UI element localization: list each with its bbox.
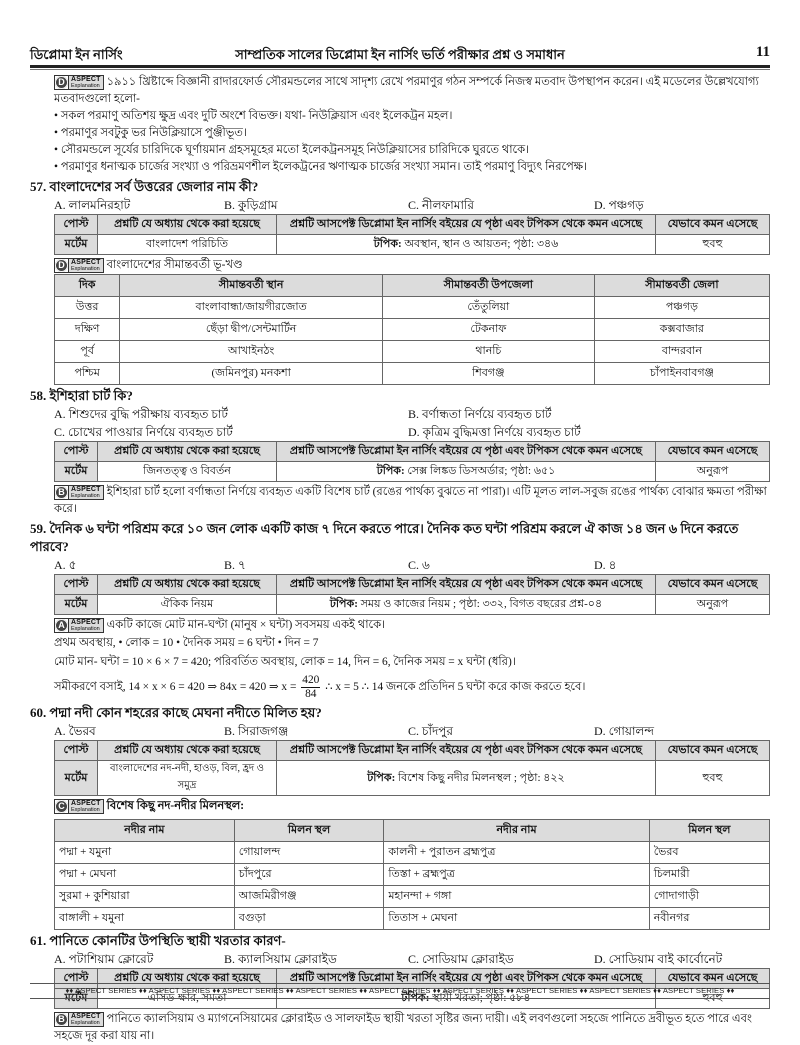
book-title: ডিপ্লোমা ইন নার্সিং xyxy=(30,47,123,62)
option-d: D. সোডিয়াম বাই কার্বোনেট xyxy=(594,952,723,966)
postmortem-table: পোস্ট প্রশ্নটি যে অধ্যায় থেকে করা হয়েছে প্রশ্নটি আসপেক্ট ডিপ্লোমা ইন নার্সিং বইয়ের যে পৃষ্ঠা এবং টপিকস থেকে কমন এসেছে যেভাবে কমন এসেছে মর্টেম জিনতত্ত্ব ও বিবর্তন টপিক: সেক্স লিঙ্কড ডিসঅর্ডার; পৃষ্ঠা: ৬৫১ অনুরূপ xyxy=(54,441,770,482)
table-row: পশ্চিম (জমিনপুর) মনকশা শিবগঞ্জ চাঁপাইনবাবগঞ্জ xyxy=(55,363,770,385)
option-d: D. ৪ xyxy=(594,558,617,572)
option-c: C. নীলফামারি xyxy=(408,198,474,212)
option-b: B. কুড়িগ্রাম xyxy=(224,198,278,212)
chapter-cell: জিনতত্ত্ব ও বিবর্তন xyxy=(98,462,277,482)
fraction: $\frac{420}{84}$ xyxy=(302,673,320,700)
topic-cell: টপিক: অবস্থান, স্থান ও আয়তন; পৃষ্ঠা: ৩৪৬ xyxy=(277,235,656,255)
option-c: C. চাঁদপুর xyxy=(408,724,454,738)
answer-letter-icon: B xyxy=(55,486,68,499)
bullet-item: • সকল পরমাণু অতিশয় ক্ষুদ্র এবং দুটি অংশে বিভক্ত। যথা- নিউক্লিয়াস এবং ইলেকট্রন মহল। xyxy=(54,108,770,125)
table-row: পূর্ব আখাইনঠং থানচি বান্দরবান xyxy=(55,341,770,363)
chapter-title: সাম্প্রতিক সালের ডিপ্লোমা ইন নার্সিং ভর্তি পরীক্ষার প্রশ্ন ও সমাধান xyxy=(235,47,565,62)
aspect-explanation-badge: D ASPECT Explanation xyxy=(54,75,104,90)
option-b: B. বর্ণান্ধতা নির্ণয়ে ব্যবহৃত চার্ট xyxy=(408,407,552,421)
postmortem-table: পোস্ট প্রশ্নটি যে অধ্যায় থেকে করা হয়েছে প্রশ্নটি আসপেক্ট ডিপ্লোমা ইন নার্সিং বইয়ের যে পৃষ্ঠা এবং টপিকস থেকে কমন এসেছে যেভাবে কমন এসেছে মর্টেম বাংলাদেশ পরিচিতি টপিক: অবস্থান, স্থান ও আয়তন; পৃষ্ঠা: ৩৪৬ হুবহু xyxy=(54,214,770,255)
table-row: দক্ষিণ ছেঁড়া দ্বীপ/সেন্টমার্টিন টেকনাফ কক্সবাজার xyxy=(55,319,770,341)
answer-letter-icon: C xyxy=(55,800,68,813)
bullet-item: • পরমাণুর সবটুকু ভর নিউক্লিয়াসে পুঞ্জীভূত। xyxy=(54,125,770,142)
question-60: 60. পদ্মা নদী কোন শহরের কাছে মেঘনা নদীতে মিলিত হয়? xyxy=(30,705,322,720)
common-type-cell: অনুরূপ xyxy=(656,595,770,615)
explanation-59 xyxy=(54,617,770,634)
option-d: D. গোয়ালন্দ xyxy=(594,724,654,738)
question-59: 59. দৈনিক ৬ ঘন্টা পরিশ্রম করে ১০ জন লোক একটি কাজ ৭ দিনে করতে পারে। দৈনিক কত ঘন্টা পরিশ্রম করলে ঐ কাজ ১৪ জন ৬ দিনে করতে পারবে? xyxy=(30,521,739,554)
question-58: 58. ইশিহারা চার্ট কি? xyxy=(30,388,133,403)
page-footer: ♦♦ ASPECT SERIES ♦♦ ASPECT SERIES ♦♦ ASPECT SERIES ♦♦ ASPECT SERIES ♦♦ ASPECT SERIES ♦♦ ASPECT SERIES ♦♦ ASPECT SERIES ♦♦ ASPECT SERIES ♦♦ ASPECT SERIES ♦♦ xyxy=(30,983,770,999)
explanation-61 xyxy=(54,1011,770,1045)
topic-cell: টপিক: স্থায়ী খরতা; পৃষ্ঠা: ৫৮৪ xyxy=(277,989,656,1009)
topic-cell: টপিক: সময় ও কাজের নিয়ম ; পৃষ্ঠা: ৩৩২, বিগত বছরের প্রশ্ন-০৪ xyxy=(277,595,656,615)
option-c: C. চোখের পাওয়ার নির্ণয়ে ব্যবহৃত চার্ট xyxy=(54,425,233,439)
question-text: দৈনিক ৬ ঘন্টা পরিশ্রম করে ১০ জন লোক একটি কাজ ৭ দিনে করতে পারে। দৈনিক কত ঘন্টা পরিশ্রম করলে ঐ কাজ ১৪ জন ৬ দিনে করতে পারবে? xyxy=(30,521,739,554)
header-divider-thin xyxy=(30,69,770,70)
explanation-text: ইশিহারা চার্ট হলো বর্ণান্ধতা নির্ণয়ে ব্যবহৃত একটি বিশেষ চার্ট (রঙের পার্থক্য বুঝতে না পারা)। এটি মূলত লাল-সবুজ রঙের পার্থক্য বোঝার ক্ষমতা পরীক্ষা করে। xyxy=(54,486,767,515)
option-a: A. লালমনিরহাট xyxy=(54,198,131,212)
question-61: 61. পানিতে কোনটির উপস্থিতি স্থায়ী খরতার কারণ- xyxy=(30,933,286,948)
postmortem-table: পোস্ট প্রশ্নটি যে অধ্যায় থেকে করা হয়েছে প্রশ্নটি আসপেক্ট ডিপ্লোমা ইন নার্সিং বইয়ের যে পৃষ্ঠা এবং টপিকস থেকে কমন এসেছে যেভাবে কমন এসেছে মর্টেম ঐকিক নিয়ম টপিক: সময় ও কাজের নিয়ম ; পৃষ্ঠা: ৩৩২, বিগত বছরের প্রশ্ন-০৪ অনুরূপ xyxy=(54,574,770,615)
topic-cell: টপিক: সেক্স লিঙ্কড ডিসঅর্ডার; পৃষ্ঠা: ৬৫১ xyxy=(277,462,656,482)
option-a: A. পটাশিয়াম ক্লোরেট xyxy=(54,952,154,966)
common-type-cell: অনুরূপ xyxy=(656,462,770,482)
aspect-explanation-badge: B ASPECT Explanation xyxy=(54,1012,104,1027)
options-58 xyxy=(54,405,770,441)
topic-cell: টপিক: বিশেষ কিছু নদীর মিলনস্থল ; পৃষ্ঠা: ৪২২ xyxy=(277,761,656,796)
explanation-text: ১৯১১ খ্রিষ্টাব্দে বিজ্ঞানী রাদারফোর্ড সৌরমন্ডলের সাথে সাদৃশ্য রেখে পরমাণুর গঠন সম্পর্কে নিজস্ব মতবাদ উপস্থাপন করেন। এই মডেলের উল্লেখযোগ্য মতবাদগুলো হলো- xyxy=(54,76,759,105)
postmortem-table: পোস্ট প্রশ্নটি যে অধ্যায় থেকে করা হয়েছে প্রশ্নটি আসপেক্ট ডিপ্লোমা ইন নার্সিং বইয়ের যে পৃষ্ঠা এবং টপিকস থেকে কমন এসেছে যেভাবে কমন এসেছে মর্টেম বাংলাদেশের নদ-নদী, হাওড়, বিল, হ্রদ ও সমুদ্র টপিক: বিশেষ কিছু নদীর মিলনস্থল ; পৃষ্ঠা: ৪২২ হুবহু xyxy=(54,740,770,796)
options-57 xyxy=(54,196,770,214)
option-a: A. ভৈরব xyxy=(54,724,96,738)
answer-letter-icon: D xyxy=(55,76,68,89)
answer-letter-icon: A xyxy=(55,619,68,632)
option-a: A. ৫ xyxy=(54,558,77,572)
common-type-cell: হুবহু xyxy=(656,989,770,1009)
solution-line: সমীকরণে বসাই, 14 × x × 6 = 420 ⇒ 84x = 420 ⇒ x = $\frac{420}{84}$ ∴ x = 5 ∴ 14 জনকে প্রতিদিন 5 ঘন্টা করে কাজ করতে হবে। xyxy=(54,673,586,700)
options-60 xyxy=(54,722,770,740)
page-number: 11 xyxy=(755,44,770,60)
chapter-cell: এসিড-ক্ষার, সমতা xyxy=(98,989,277,1009)
answer-letter-icon: D xyxy=(55,259,68,272)
answer-letter-icon: B xyxy=(55,1013,68,1026)
table-row: সুরমা + কুশিয়ারা আজমিরীগঞ্জ মহানন্দা + গঙ্গা গোদাগাড়ী xyxy=(55,886,770,908)
options-61 xyxy=(54,950,770,968)
solution-line: প্রথম অবস্থায়, • লোক = 10 • দৈনিক সময় = 6 ঘন্টা • দিন = 7 xyxy=(54,637,319,649)
option-d: D. কৃত্রিম বুদ্ধিমত্তা নির্ণয়ে ব্যবহৃত চার্ট xyxy=(408,425,581,439)
border-table: দিক সীমান্তবর্তী স্থান সীমান্তবর্তী উপজেলা সীমান্তবর্তী জেলা উত্তর বাংলাবান্ধা/জায়গীরজোত তেঁতুলিয়া পঞ্চগড় দক্ষিণ ছেঁড়া দ্বীপ/সেন্টমার্টিন টেকনাফ কক্সবাজার পূর্ব আখাইনঠং থানচি বান্দরবান পশ্চিম (জমিনপুর) মনকশা শিবগঞ্জ চাঁপাইনবাবগঞ্জ xyxy=(54,274,770,385)
question-57: 57. বাংলাদেশের সর্ব উত্তরের জেলার নাম কী? xyxy=(30,179,259,194)
chapter-cell: বাংলাদেশের নদ-নদী, হাওড়, বিল, হ্রদ ও সমুদ্র xyxy=(98,761,277,796)
table-row: উত্তর বাংলাবান্ধা/জায়গীরজোত তেঁতুলিয়া পঞ্চগড় xyxy=(55,297,770,319)
explanation-text: পানিতে ক্যালসিয়াম ও ম্যাগনেসিয়ামের ক্লোরাইড ও সালফাইড স্থায়ী খরতা সৃষ্টির জন্য দায়ী। এই লবণগুলো সহজে পানিতে দ্রবীভূত হতে পারে এবং সহজে দূর করা যায় না। xyxy=(54,1013,752,1042)
explanation-57 xyxy=(54,257,770,274)
explanation-58 xyxy=(54,484,770,518)
page-content xyxy=(30,72,770,1045)
option-d: D. পঞ্চগড় xyxy=(594,198,644,212)
option-b: B. ক্যালসিয়াম ক্লোরাইড xyxy=(224,952,337,966)
question-text: বাংলাদেশের সর্ব উত্তরের জেলার নাম কী? xyxy=(49,179,259,194)
option-c: C. ৬ xyxy=(408,558,430,572)
aspect-explanation-badge: A ASPECT Explanation xyxy=(54,618,104,633)
option-a: A. শিশুদের বুদ্ধি পরীক্ষায় ব্যবহৃত চার্ট xyxy=(54,407,228,421)
chapter-cell: বাংলাদেশ পরিচিতি xyxy=(98,235,277,255)
question-text: পদ্মা নদী কোন শহরের কাছে মেঘনা নদীতে মিলিত হয়? xyxy=(49,705,322,720)
bullet-item: • সৌরমন্ডলে সূর্যের চারিদিকে ঘূর্ণায়মান গ্রহসমূহের মতো ইলেকট্রনসমূহ নিউক্লিয়াসের চারিদিকে ঘুরতে থাকে। xyxy=(54,142,770,159)
table-row: পদ্মা + মেঘনা চাঁদপুরে তিস্তা + ব্রহ্মপুত্র চিলমারী xyxy=(55,864,770,886)
aspect-explanation-badge: B ASPECT Explanation xyxy=(54,485,104,500)
explanation-previous xyxy=(54,74,770,108)
page-header xyxy=(30,44,770,66)
aspect-explanation-badge: C ASPECT Explanation xyxy=(54,799,104,814)
explanation-text: বিশেষ কিছু নদ-নদীর মিলনস্থল: xyxy=(106,800,245,812)
table-row: বাঙ্গালী + যমুনা বগুড়া তিতাস + মেঘনা নবীনগর xyxy=(55,908,770,930)
header-divider xyxy=(30,65,770,68)
explanation-text: একটি কাজে মোট মান-ঘণ্টা (মানুষ × ঘন্টা) সবসময় একই থাকে। xyxy=(106,619,386,631)
option-c: C. সোডিয়াম ক্লোরাইড xyxy=(408,952,514,966)
options-59 xyxy=(54,556,770,574)
question-text: ইশিহারা চার্ট কি? xyxy=(49,388,133,403)
postmortem-table: পোস্ট প্রশ্নটি যে অধ্যায় থেকে করা হয়েছে প্রশ্নটি আসপেক্ট ডিপ্লোমা ইন নার্সিং বইয়ের যে পৃষ্ঠা এবং টপিকস থেকে কমন এসেছে যেভাবে কমন এসেছে মর্টেম এসিড-ক্ষার, সমতা টপিক: স্থায়ী খরতা; পৃষ্ঠা: ৫৮৪ হুবহু xyxy=(54,968,770,1009)
option-b: B. ৭ xyxy=(224,558,246,572)
common-type-cell: হুবহু xyxy=(656,235,770,255)
explanation-60 xyxy=(54,798,770,815)
option-b: B. সিরাজগঞ্জ xyxy=(224,724,289,738)
common-type-cell: হুবহু xyxy=(656,761,770,796)
bullet-item: • পরমাণুর ধনাত্মক চার্জের সংখ্যা ও পরিভ্রমণশীল ইলেকট্রনের ঋণাত্মক চার্জের সংখ্যা সমান। তাই পরমাণু বিদ্যুৎ নিরপেক্ষ। xyxy=(54,159,770,176)
aspect-explanation-badge: D ASPECT Explanation xyxy=(54,258,104,273)
explanation-text: বাংলাদেশের সীমান্তবর্তী ভূ-খণ্ড xyxy=(106,259,243,271)
table-row: পদ্মা + যমুনা গোয়ালন্দ কালনী + পুরাতন ব্রহ্মপুত্র ভৈরব xyxy=(55,842,770,864)
river-confluence-table: নদীর নাম মিলন স্থল নদীর নাম মিলন স্থল পদ্মা + যমুনা গোয়ালন্দ কালনী + পুরাতন ব্রহ্মপুত্র ভৈরব পদ্মা + মেঘনা চাঁদপুরে তিস্তা + ব্রহ্মপুত্র চিলমারী সুরমা + কুশিয়ারা আজমিরীগঞ্জ মহানন্দা + গঙ্গা গোদাগাড়ী বাঙ্গালী + যমুনা বগুড়া তিতাস + মেঘনা নবীনগর xyxy=(54,819,770,930)
chapter-cell: ঐকিক নিয়ম xyxy=(98,595,277,615)
question-text: পানিতে কোনটির উপস্থিতি স্থায়ী খরতার কারণ- xyxy=(49,933,286,948)
solution-line: মোট মান- ঘন্টা = 10 × 6 × 7 = 420; পরিবর্তিত অবস্থায়, লোক = 14, দিন = 6, দৈনিক সময় = x ঘন্টা (ধরি)। xyxy=(54,656,516,668)
